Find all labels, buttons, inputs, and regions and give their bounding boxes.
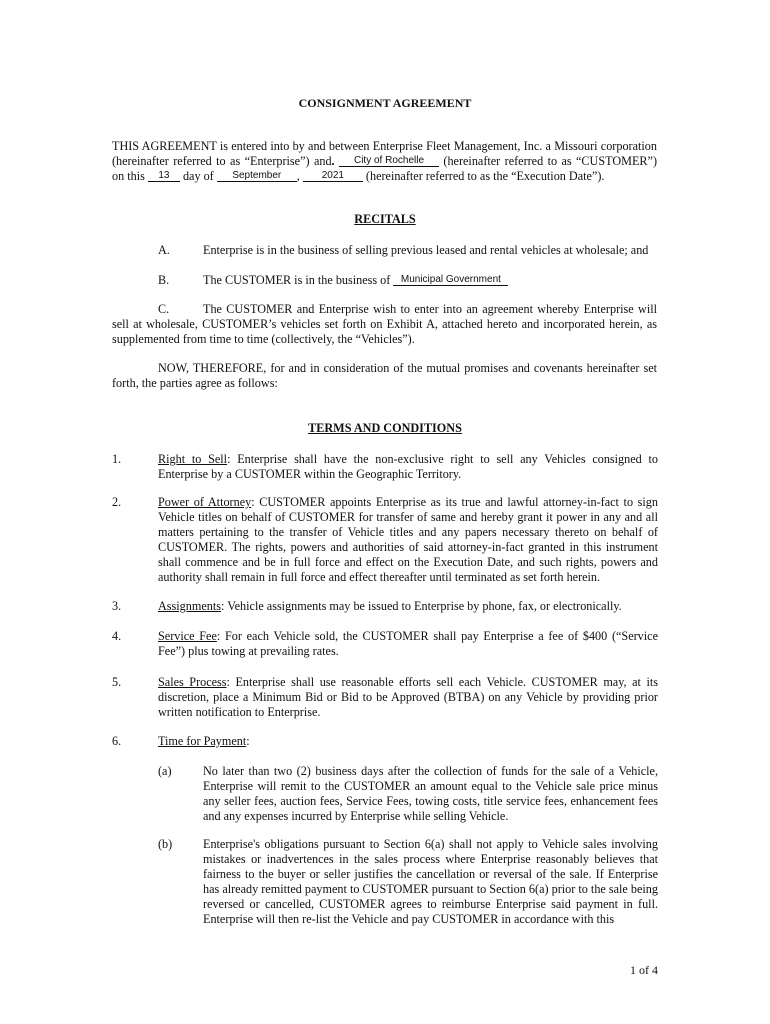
- term-3: [158, 599, 658, 614]
- business-type-field[interactable]: Municipal Government: [393, 275, 508, 286]
- customer-name-field[interactable]: City of Rochelle: [339, 156, 439, 167]
- month-field[interactable]: September: [217, 171, 297, 182]
- recital-c-text: The CUSTOMER and Enterprise wish to enter into an agreement whereby Enterprise will sell at wholesale, CUSTOMER’s vehicles set forth on Exhibit A, attached hereto and incorporated herein, as supplemented from time to time (collectively, the “Vehicles”).: [112, 302, 657, 346]
- intro-text-1: THIS AGREEMENT is entered into by and between Enterprise Fleet Management, Inc. a Missouri corporation (hereinafter referred to as “Enterprise”) and: [112, 139, 657, 168]
- intro-text-4: (hereinafter referred to as the “Execution Date”).: [365, 169, 605, 183]
- day-field[interactable]: 13: [148, 171, 180, 182]
- term-5: [158, 675, 658, 720]
- term-4-title: Service Fee: [158, 629, 217, 643]
- term-6b-text: Enterprise's obligations pursuant to Section 6(a) shall not apply to Vehicle sales involving mistakes or inadvertences in the sales process where Enterprise reasonably believes that fairness to the buyer or seller justifies the cancellation or reversal of the sale. If Enterprise has already remitted payment to CUSTOMER pursuant to Section 6(a) prior to the sale being reversed or cancelled, CUSTOMER agrees to reimburse Enterprise said payment in full. Enterprise will then re-list the Vehicle and pay CUSTOMER in accordance with this: [203, 837, 658, 926]
- year-field[interactable]: 2021: [303, 171, 363, 182]
- intro-paragraph: THIS AGREEMENT is entered into by and between Enterprise Fleet Management, Inc. a Missouri corporation (hereinafter referred to as “Enterprise”) and. City of Rochelle (hereinafter referred to as “CUSTOMER”) on this 13 day of September , 2021 (hereinafter referred to as the “Execution Date”).: [112, 139, 658, 183]
- term-2-text: : CUSTOMER appoints Enterprise as its true and lawful attorney-in-fact to sign Vehicle titles on behalf of CUSTOMER for transfer of same and hereby grant it power in any and all matters pertaining to the transfer of Vehicle titles and any papers necessary thereto on behalf of CUSTOMER. The rights, powers and authorities of said attorney-in-fact granted in this instrument shall commence and be in full force and effect on the Execution Date, and such rights, powers and authority shall remain in full force and effect thereafter until terminated as set forth herein.: [158, 495, 658, 584]
- term-1-number: 1.: [112, 452, 122, 466]
- term-1: [158, 452, 658, 482]
- recitals-heading: RECITALS: [354, 212, 416, 226]
- term-6a-label: (a): [158, 764, 172, 778]
- term-3-text: : Vehicle assignments may be issued to Enterprise by phone, fax, or electronically.: [220, 599, 622, 613]
- term-6b-label: (b): [158, 837, 173, 851]
- term-4: [158, 629, 658, 659]
- recital-b-label: B.: [158, 273, 170, 287]
- recital-c-label: C.: [158, 302, 170, 316]
- terms-heading: TERMS AND CONDITIONS: [308, 421, 462, 435]
- term-1-text: : Enterprise shall have the non-exclusive right to sell any Vehicles consigned to Enterprise by a CUSTOMER within the Geographic Territory.: [158, 452, 658, 481]
- term-5-text: : Enterprise shall use reasonable efforts sell each Vehicle. CUSTOMER may, at its discretion, place a Minimum Bid or Bid to be Approved (BTBA) on any Vehicle by providing prior written notification to Enterprise.: [158, 675, 658, 719]
- term-4-text: : For each Vehicle sold, the CUSTOMER shall pay Enterprise a fee of $400 (“Service Fee”) plus towing at prevailing rates.: [158, 629, 658, 658]
- page-number: 1 of 4: [630, 963, 658, 977]
- term-5-number: 5.: [112, 675, 122, 689]
- now-therefore-paragraph: NOW, THEREFORE, for and in consideration of the mutual promises and covenants hereinafter set forth, the parties agree as follows:: [112, 361, 657, 390]
- term-3-title: Assignments: [158, 599, 221, 613]
- recital-c: [112, 302, 657, 347]
- term-6a-text: No later than two (2) business days after the collection of funds for the sale of a Vehicle, Enterprise will remit to the CUSTOMER an amount equal to the Vehicle sale price minus any seller fees, auction fees, Service Fees, towing costs, title service fees, enhancement fees and any expenses incurred by Enterprise while selling Vehicle.: [203, 764, 658, 823]
- recital-a-text: Enterprise is in the business of selling previous leased and rental vehicles at wholesale; and: [203, 243, 649, 257]
- recital-b-text: The CUSTOMER is in the business of: [203, 273, 391, 287]
- intro-text-2: (hereinafter referred to as “CUSTOMER”) on this: [112, 154, 658, 183]
- term-2-title: Power of Attorney: [158, 495, 252, 509]
- term-2: [158, 495, 658, 585]
- term-5-title: Sales Process: [158, 675, 227, 689]
- document-title: CONSIGNMENT AGREEMENT: [298, 96, 472, 110]
- term-6-number: 6.: [112, 734, 122, 748]
- term-3-number: 3.: [112, 599, 122, 613]
- term-6: [158, 734, 658, 749]
- term-6-title: Time for Payment: [158, 734, 247, 748]
- recital-a-label: A.: [158, 243, 170, 257]
- term-4-number: 4.: [112, 629, 122, 643]
- intro-text-3: day of: [182, 169, 214, 183]
- term-1-title: Right to Sell: [158, 452, 228, 466]
- recital-b: [203, 273, 658, 288]
- term-2-number: 2.: [112, 495, 122, 509]
- term-6-text: :: [246, 734, 250, 748]
